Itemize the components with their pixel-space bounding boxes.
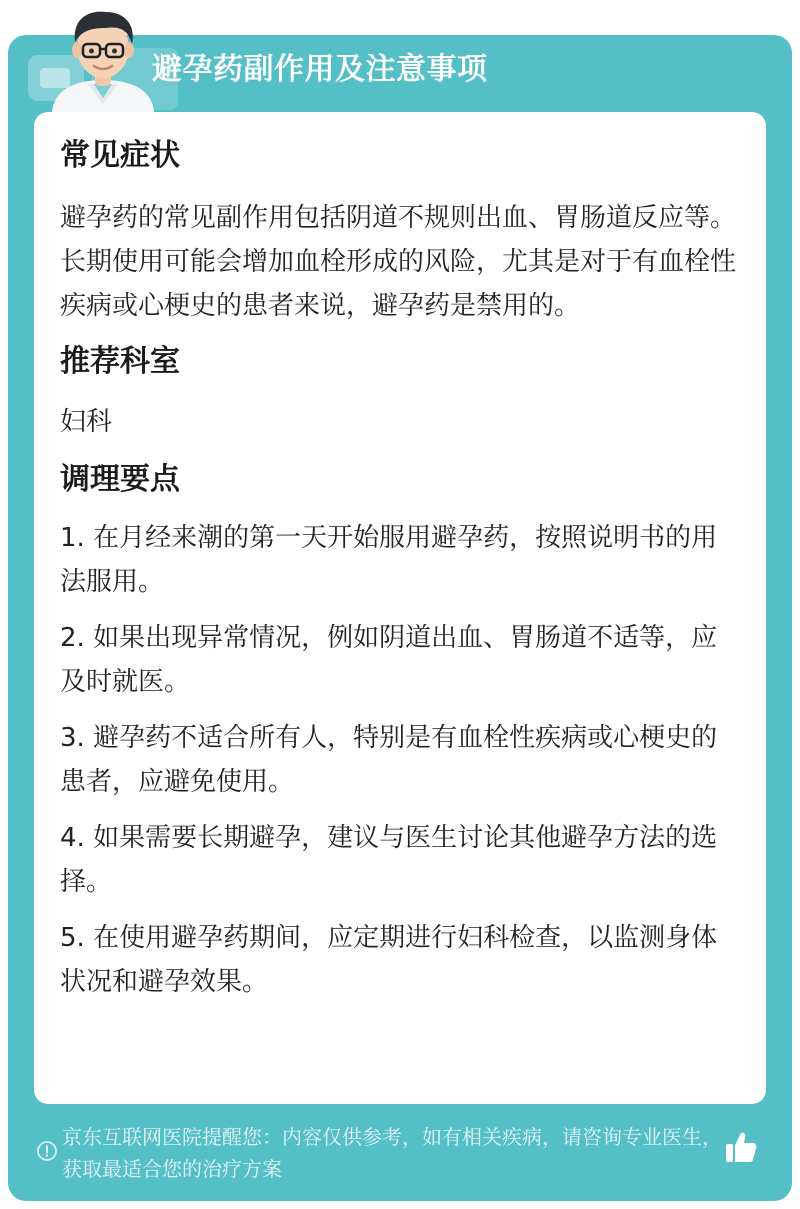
department-text: 妇科 — [60, 407, 113, 437]
tips-title: 调理要点 — [60, 462, 180, 497]
page-title: 避孕药副作用及注意事项 — [152, 52, 488, 87]
thumbs-up-icon[interactable] — [722, 1128, 760, 1166]
doctor-avatar-icon — [44, 6, 162, 112]
content-body — [60, 134, 740, 1016]
content-card — [34, 112, 766, 1104]
symptoms-title: 常见症状 — [60, 138, 180, 173]
disclaimer-text: 京东互联网医院提醒您：内容仅供参考，如有相关疾病，请咨询专业医生，获取最适合您的治疗方案 — [62, 1125, 722, 1181]
info-icon — [36, 1140, 58, 1162]
tip-item: 2. 如果出现异常情况，例如阴道出血、胃肠道不适等，应及时就医。 — [60, 623, 718, 697]
department-title: 推荐科室 — [60, 344, 180, 379]
tip-item: 3. 避孕药不适合所有人，特别是有血栓性疾病或心梗史的患者，应避免使用。 — [60, 723, 718, 797]
tip-item: 1. 在月经来潮的第一天开始服用避孕药，按照说明书的用法服用。 — [60, 523, 718, 597]
tip-item: 4. 如果需要长期避孕，建议与医生讨论其他避孕方法的选择。 — [60, 823, 718, 897]
tip-item: 5. 在使用避孕药期间，应定期进行妇科检查，以监测身体状况和避孕效果。 — [60, 923, 718, 997]
symptoms-text: 避孕药的常见副作用包括阴道不规则出血、胃肠道反应等。长期使用可能会增加血栓形成的风险，尤其是对于有血栓性疾病或心梗史的患者来说，避孕药是禁用的。 — [60, 203, 737, 321]
